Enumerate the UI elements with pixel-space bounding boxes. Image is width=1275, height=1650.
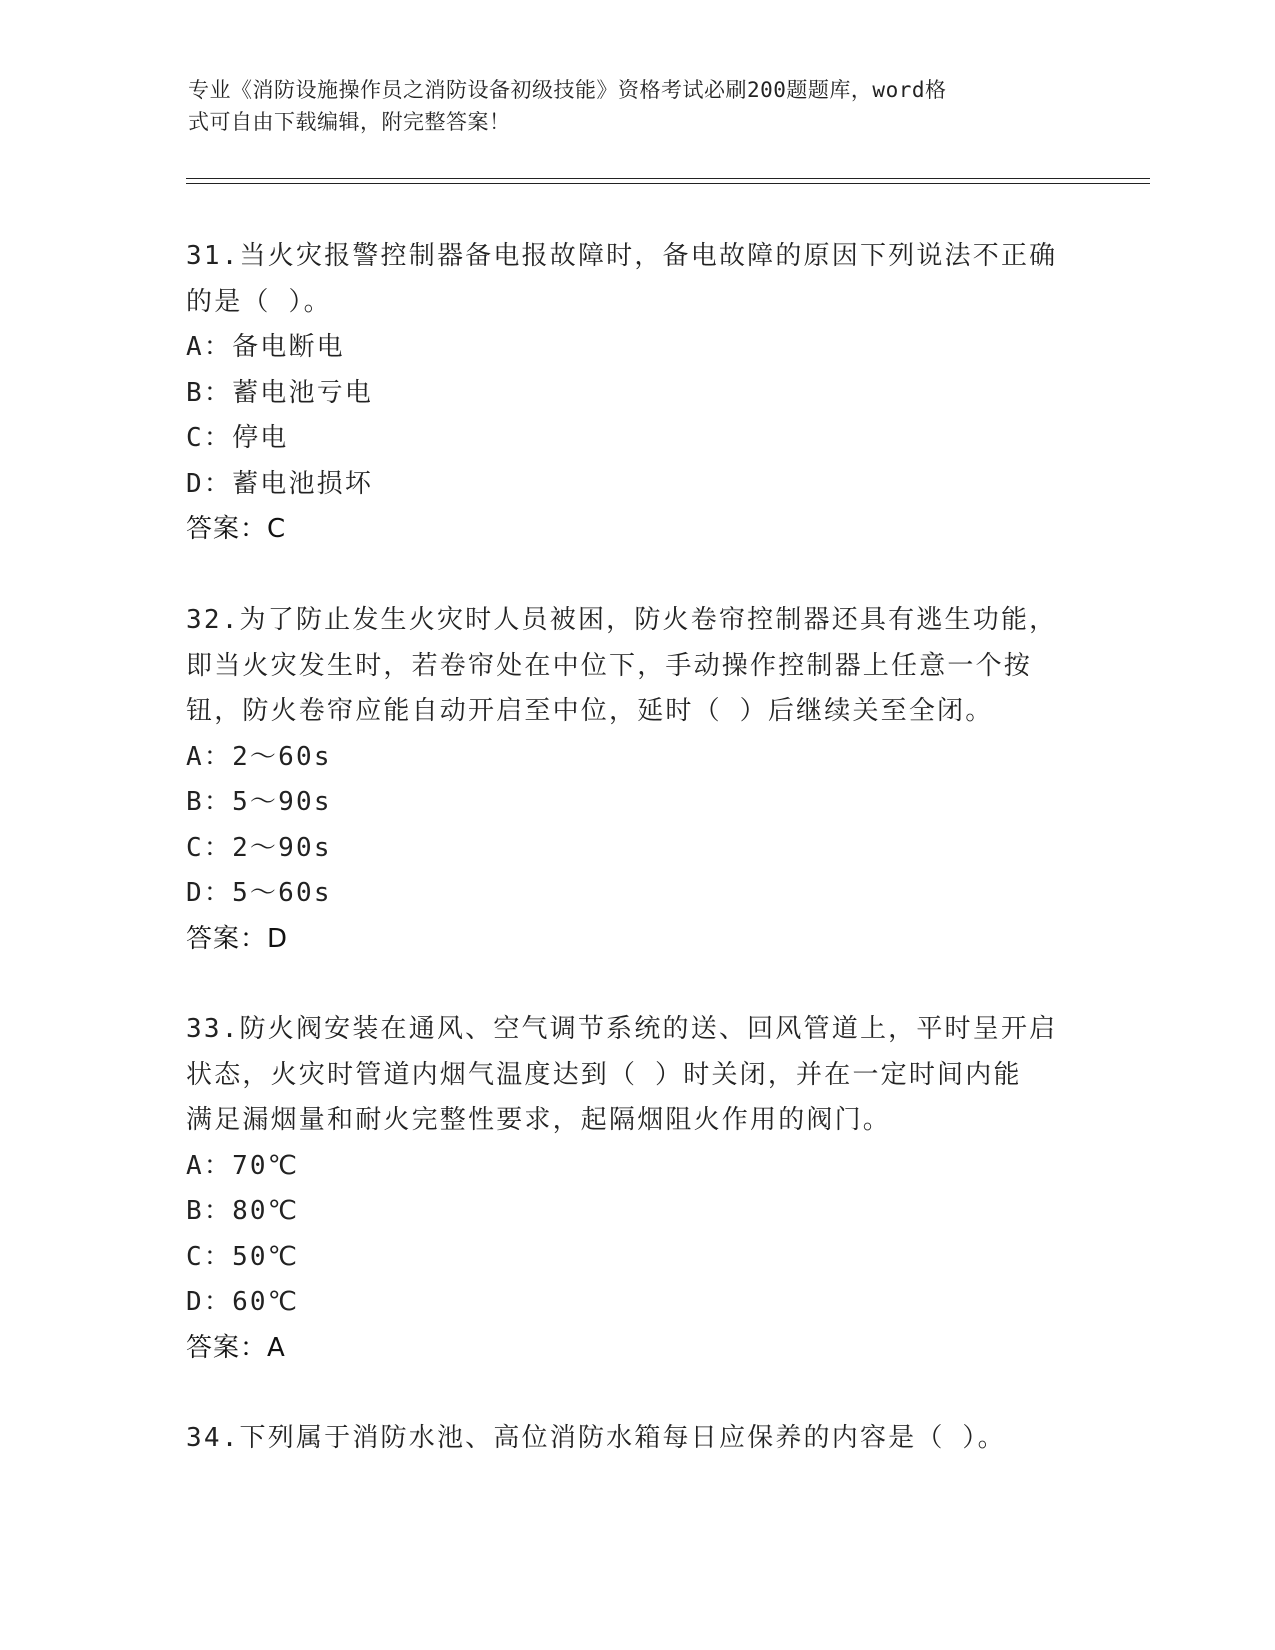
option-c <box>186 416 1086 462</box>
option-b <box>186 1189 1086 1235</box>
option-b <box>186 371 1086 417</box>
option-key: D： <box>186 468 233 499</box>
option-key: C： <box>186 423 233 453</box>
option-key: B： <box>186 787 233 817</box>
answer-label: 答案：D <box>186 923 289 954</box>
question-stem-line: 32.为了防止发生火灾时人员被困，防火卷帘控制器还具有逃生功能， <box>186 605 1058 635</box>
option-text: 蓄电池亏电 <box>232 377 374 408</box>
option-a <box>186 325 1086 371</box>
option-text: 5～90s <box>232 787 332 817</box>
option-text: 70℃ <box>232 1150 300 1181</box>
answer-label: 答案：C <box>186 514 287 544</box>
question-33 <box>186 1007 1086 1371</box>
question-stem-line: 的是（ ）。 <box>186 286 332 317</box>
header-line-2: 式可自由下载编辑，附完整答案！ <box>188 110 511 134</box>
answer-label: 答案：A <box>186 1332 286 1363</box>
option-key: D： <box>186 1287 233 1317</box>
question-32 <box>186 598 1086 962</box>
option-text: 2～60s <box>232 741 332 772</box>
option-text: 2～90s <box>232 832 332 863</box>
option-text: 备电断电 <box>232 332 345 362</box>
question-31 <box>186 234 1086 553</box>
option-text: 5～60s <box>232 878 332 908</box>
question-stem-line: 满足漏烟量和耐火完整性要求，起隔烟阻火作用的阀门。 <box>186 1105 892 1135</box>
option-key: C： <box>186 1241 233 1272</box>
option-a <box>186 735 1086 781</box>
question-stem-line: 33.防火阀安装在通风、空气调节系统的送、回风管道上，平时呈开启 <box>186 1014 1058 1044</box>
option-a <box>186 1144 1086 1190</box>
option-c <box>186 1235 1086 1281</box>
option-text: 停电 <box>232 423 289 453</box>
option-key: C： <box>186 832 233 863</box>
question-stem-line: 34.下列属于消防水池、高位消防水箱每日应保养的内容是（ ）。 <box>186 1423 1006 1453</box>
option-b <box>186 780 1086 826</box>
option-key: A： <box>186 332 233 362</box>
option-text: 蓄电池损坏 <box>232 468 374 499</box>
option-key: B： <box>186 377 233 408</box>
question-stem-line: 即当火灾发生时，若卷帘处在中位下，手动操作控制器上任意一个按 <box>186 650 1033 681</box>
option-key: D： <box>186 878 233 908</box>
option-d <box>186 1280 1086 1326</box>
question-34 <box>186 1416 1086 1462</box>
option-key: A： <box>186 1150 233 1181</box>
question-stem-line: 钮，防火卷帘应能自动开启至中位，延时（ ）后继续关至全闭。 <box>186 696 994 726</box>
option-key: B： <box>186 1196 233 1226</box>
option-c <box>186 826 1086 872</box>
option-d <box>186 462 1086 508</box>
option-d <box>186 871 1086 917</box>
option-text: 80℃ <box>232 1196 300 1226</box>
option-text: 60℃ <box>232 1287 300 1317</box>
question-stem-line: 状态，火灾时管道内烟气温度达到（ ）时关闭，并在一定时间内能 <box>186 1059 1022 1090</box>
header-divider-bottom <box>186 183 1150 184</box>
question-stem-line: 31.当火灾报警控制器备电报故障时，备电故障的原因下列说法不正确 <box>186 241 1058 271</box>
option-key: A： <box>186 741 233 772</box>
option-text: 50℃ <box>232 1241 300 1272</box>
header-divider-top <box>186 178 1150 179</box>
document-header <box>188 74 1068 138</box>
header-line-1: 专业《消防设施操作员之消防设备初级技能》资格考试必刷200题题库，word格 <box>188 78 947 102</box>
